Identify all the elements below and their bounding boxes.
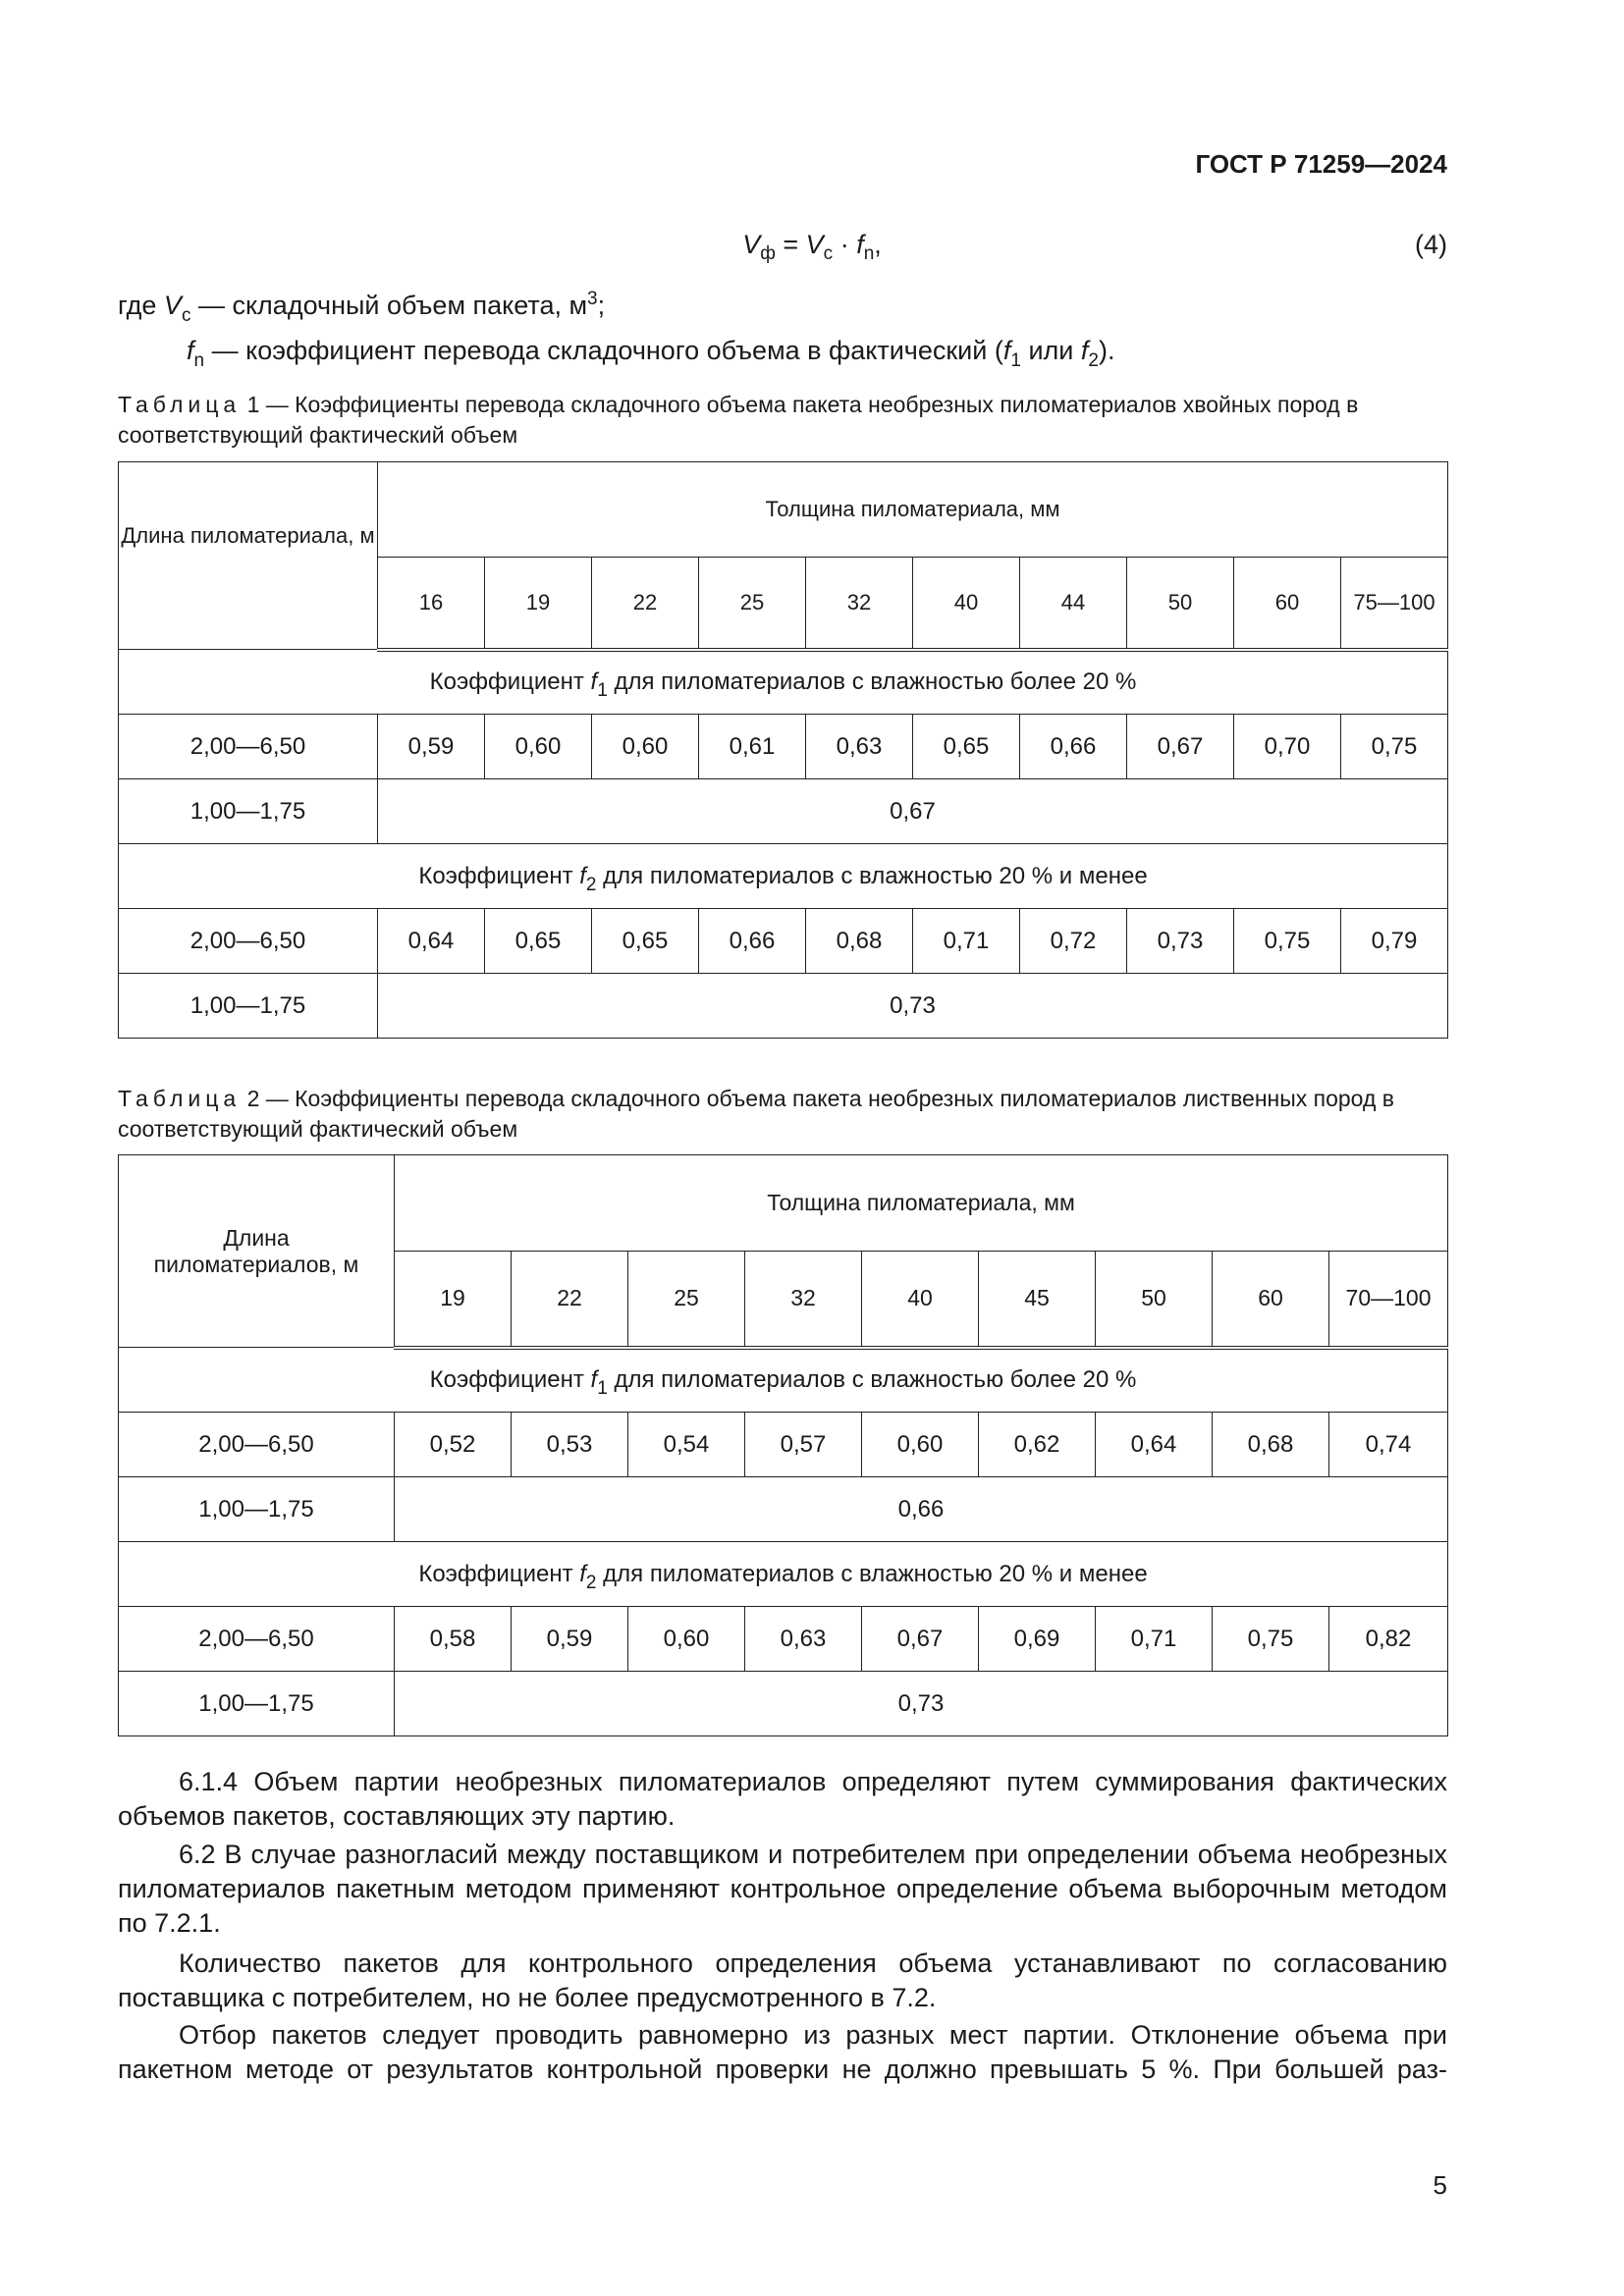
paragraph-text: Количество пакетов для контрольного определения объема устанавливают по согласованию поставщика с потребителем, но не более предусмотренного в 7.2. — [118, 1949, 1447, 2012]
section-text: для пиломатериалов с влажностью 20 % и менее — [596, 862, 1148, 889]
table-row-cell: 0,63 — [806, 715, 913, 779]
table-2-thickness-cell: 45 — [979, 1252, 1096, 1348]
table-row-cell: 0,69 — [979, 1607, 1096, 1672]
table-row-cell: 0,67 — [1127, 715, 1234, 779]
table-2-thickness-cell: 70—100 — [1329, 1252, 1448, 1348]
formula-f-sub: n — [863, 243, 875, 264]
section-symbol-sub: 2 — [585, 1572, 597, 1593]
table-1-thickness-cell: 44 — [1020, 558, 1127, 650]
table-2 — [118, 1154, 1448, 1736]
formula-f: f — [856, 230, 864, 259]
where-f2: f — [1080, 336, 1089, 365]
table-row-cell: 0,71 — [1096, 1607, 1213, 1672]
formula — [0, 230, 1624, 264]
where-f2-sub: 2 — [1088, 350, 1099, 371]
table-row-cell: 0,60 — [862, 1413, 979, 1477]
table-2-length-cell: 1,00—1,75 — [119, 1477, 395, 1542]
where-line-1 — [118, 289, 606, 326]
page-number: 5 — [1433, 2170, 1447, 2200]
table-2-label: Таблица — [118, 1086, 242, 1111]
table-row-cell: 0,59 — [378, 715, 485, 779]
table-2-caption — [118, 1084, 1447, 1145]
section-symbol-sub: 2 — [585, 874, 597, 895]
table-row-cell: 0,75 — [1341, 715, 1448, 779]
table-2-thickness-cell: 25 — [628, 1252, 745, 1348]
where-sym-v: V — [163, 291, 182, 320]
formula-eq: = — [783, 230, 799, 259]
formula-v-sub: с — [823, 243, 834, 264]
section-text: для пиломатериалов с влажностью более 20 % — [607, 668, 1137, 696]
section-text: для пиломатериалов с влажностью более 20 % — [607, 1366, 1137, 1394]
table-row-cell: 0,74 — [1329, 1413, 1448, 1477]
table-1-thickness-cell: 25 — [699, 558, 806, 650]
where-sym-f: f — [187, 336, 194, 365]
table-1-thickness-header: Толщина пиломатериала, мм — [378, 462, 1448, 558]
table-row-cell: 0,61 — [699, 715, 806, 779]
section-symbol-sub: 1 — [597, 680, 608, 702]
section-symbol: f — [579, 862, 586, 889]
table-1-caption — [118, 390, 1447, 451]
table-row-cell: 0,67 — [862, 1607, 979, 1672]
table-2-length-cell: 2,00—6,50 — [119, 1607, 395, 1672]
table-1-thickness-cell: 40 — [913, 558, 1020, 650]
section-symbol-sub: 1 — [597, 1378, 608, 1400]
table-1-thickness-cell: 32 — [806, 558, 913, 650]
table-row-cell: 0,52 — [395, 1413, 512, 1477]
table-row-cell: 0,75 — [1213, 1607, 1329, 1672]
table-row-cell: 0,65 — [913, 715, 1020, 779]
table-row-cell: 0,68 — [806, 909, 913, 974]
formula-lhs: V — [742, 230, 761, 259]
table-row-cell: 0,75 — [1234, 909, 1341, 974]
formula-number: (4) — [1415, 230, 1447, 259]
table-2-thickness-cell: 60 — [1213, 1252, 1329, 1348]
section-symbol: f — [579, 1560, 586, 1587]
table-row-cell: 0,60 — [628, 1607, 745, 1672]
table-1-thickness-cell: 16 — [378, 558, 485, 650]
paragraph-6-2 — [118, 1838, 1447, 1941]
table-2-length-cell: 1,00—1,75 — [119, 1672, 395, 1736]
formula-lhs-sub: ф — [760, 243, 776, 264]
table-row-cell: 0,53 — [512, 1413, 628, 1477]
where-or: или — [1020, 336, 1081, 365]
formula-v: V — [805, 230, 824, 259]
where-text-2: — коэффициент перевода складочного объема в фактический ( — [204, 336, 1003, 365]
paragraph-text: 6.1.4 Объем партии необрезных пиломатериалов определяют путем суммирования фактических объемов пакетов, составляющих эту партию. — [118, 1767, 1447, 1831]
table-row-merged-cell: 0,73 — [378, 974, 1448, 1039]
table-2-section-f1 — [119, 1348, 1448, 1413]
table-row-cell: 0,64 — [378, 909, 485, 974]
table-2-thickness-cell: 19 — [395, 1252, 512, 1348]
table-1-thickness-cell: 22 — [592, 558, 699, 650]
table-1-thickness-cell: 50 — [1127, 558, 1234, 650]
table-row-merged-cell: 0,73 — [395, 1672, 1448, 1736]
table-row-cell: 0,65 — [485, 909, 592, 974]
table-2-length-header: Длина пиломатериалов, м — [119, 1155, 395, 1348]
section-text: Коэффициент — [429, 668, 591, 696]
table-1-thickness-cell: 19 — [485, 558, 592, 650]
table-1-section-f1 — [119, 650, 1448, 715]
table-row-cell: 0,66 — [699, 909, 806, 974]
paragraph-package-selection — [118, 2018, 1447, 2087]
where-sym-v-sub: с — [181, 305, 191, 326]
section-text: для пиломатериалов с влажностью 20 % и менее — [596, 1560, 1148, 1587]
table-1-length-cell: 2,00—6,50 — [119, 909, 378, 974]
paragraph-package-count — [118, 1947, 1447, 2015]
where-text-1: — складочный объем пакета, м — [190, 291, 588, 320]
table-row-cell: 0,60 — [592, 715, 699, 779]
table-row-cell: 0,70 — [1234, 715, 1341, 779]
where-end-1: ; — [597, 291, 606, 320]
table-1-label: Таблица — [118, 392, 242, 417]
table-row-cell: 0,65 — [592, 909, 699, 974]
table-1-section-f2 — [119, 844, 1448, 909]
section-text: Коэффициент — [418, 862, 580, 889]
paragraph-6-1-4 — [118, 1765, 1447, 1834]
table-1-caption-text: 1 — Коэффициенты перевода складочного объема пакета необрезных пиломатериалов хвойных пород в соответствующий фактический объем — [118, 392, 1359, 448]
table-row-cell: 0,72 — [1020, 909, 1127, 974]
table-1-length-cell: 1,00—1,75 — [119, 779, 378, 844]
table-1-thickness-cell: 60 — [1234, 558, 1341, 650]
table-row-cell: 0,66 — [1020, 715, 1127, 779]
table-1-length-cell: 2,00—6,50 — [119, 715, 378, 779]
formula-tail: , — [874, 230, 882, 259]
table-row-cell: 0,82 — [1329, 1607, 1448, 1672]
section-symbol: f — [590, 1366, 598, 1394]
table-row-cell: 0,57 — [745, 1413, 862, 1477]
table-2-thickness-cell: 50 — [1096, 1252, 1213, 1348]
section-text: Коэффициент — [418, 1560, 580, 1587]
where-line-2 — [187, 336, 1115, 371]
table-2-caption-text: 2 — Коэффициенты перевода складочного объема пакета необрезных пиломатериалов лиственных пород в соответствующий фактический объем — [118, 1086, 1394, 1142]
table-row-cell: 0,62 — [979, 1413, 1096, 1477]
table-row-cell: 0,59 — [512, 1607, 628, 1672]
formula-dot: · — [839, 230, 849, 259]
table-2-thickness-cell: 22 — [512, 1252, 628, 1348]
where-f1-sub: 1 — [1010, 350, 1021, 371]
table-row-merged-cell: 0,66 — [395, 1477, 1448, 1542]
table-1-thickness-cell: 75—100 — [1341, 558, 1448, 650]
paragraph-text: Отбор пакетов следует проводить равномерно из разных мест партии. Отклонение объема при пакетном методе от результатов контрольной проверки не должно превышать 5 %. При большей раз- — [118, 2020, 1447, 2084]
table-row-cell: 0,68 — [1213, 1413, 1329, 1477]
table-2-thickness-cell: 40 — [862, 1252, 979, 1348]
table-row-merged-cell: 0,67 — [378, 779, 1448, 844]
table-row-cell: 0,63 — [745, 1607, 862, 1672]
table-2-section-f2 — [119, 1542, 1448, 1607]
table-1 — [118, 461, 1448, 1039]
table-row-cell: 0,73 — [1127, 909, 1234, 974]
document-code: ГОСТ Р 71259—2024 — [1195, 149, 1447, 179]
table-row-cell: 0,60 — [485, 715, 592, 779]
where-sup: 3 — [587, 289, 598, 309]
where-sym-f-sub: n — [193, 350, 205, 371]
where-end-2: ). — [1098, 336, 1115, 365]
table-row-cell: 0,64 — [1096, 1413, 1213, 1477]
where-f1: f — [1002, 336, 1011, 365]
table-row-cell: 0,71 — [913, 909, 1020, 974]
table-row-cell: 0,58 — [395, 1607, 512, 1672]
where-prefix: где — [118, 291, 164, 320]
table-row-cell: 0,54 — [628, 1413, 745, 1477]
paragraph-text: 6.2 В случае разногласий между поставщиком и потребителем при определении объема необрезных пиломатериалов пакетным методом применяют контрольное определение объема выборочным методом по 7.2.1. — [118, 1840, 1447, 1938]
table-2-thickness-cell: 32 — [745, 1252, 862, 1348]
section-text: Коэффициент — [429, 1366, 591, 1394]
table-2-length-cell: 2,00—6,50 — [119, 1413, 395, 1477]
table-1-length-header: Длина пиломатериала, м — [119, 462, 378, 650]
table-row-cell: 0,79 — [1341, 909, 1448, 974]
section-symbol: f — [590, 668, 598, 696]
table-1-length-cell: 1,00—1,75 — [119, 974, 378, 1039]
table-2-thickness-header: Толщина пиломатериала, мм — [395, 1155, 1448, 1252]
